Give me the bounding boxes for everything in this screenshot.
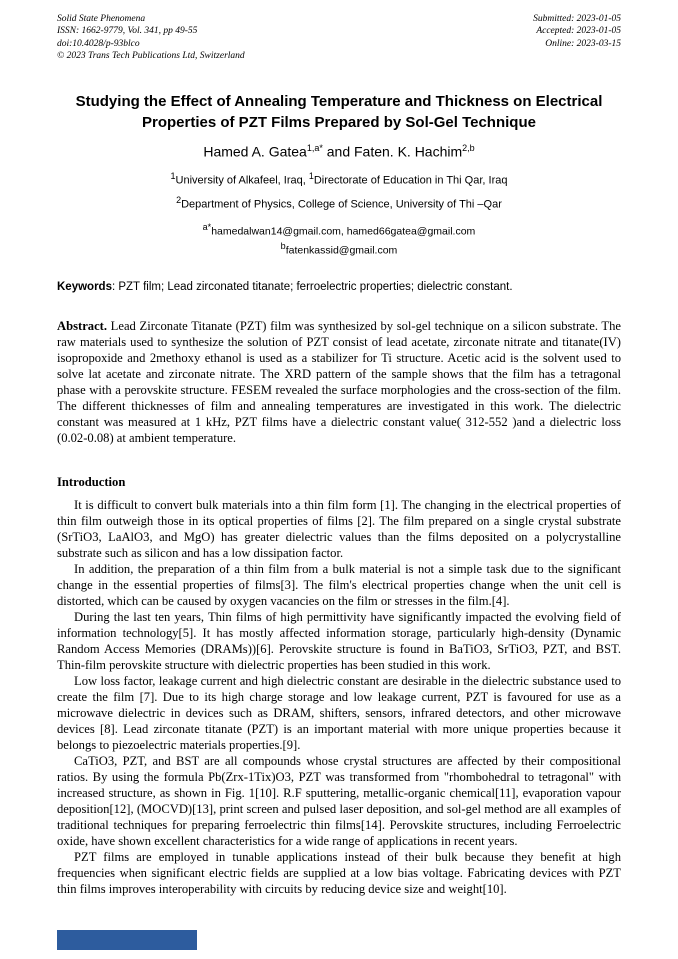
issn-volume-line: ISSN: 1662-9779, Vol. 341, pp 49-55 [57, 26, 198, 37]
journal-info-block [57, 13, 245, 62]
affiliation-1-text-b: Directorate of Education in Thi Qar, Iraq [313, 174, 508, 187]
intro-paragraph-3: During the last ten years, Thin films of high permittivity have significantly impacted the evolving field of information technology[5]. It has mostly affected information storage, particularly high-density (Dynamic Random Access Memories (DRAMs))[6]. Perovskite structure is found in BaTiO3, SrTiO3, PZT, and BST. Thin-film perovskite structure with dielectric properties has been studied in this work. [57, 610, 621, 673]
affiliation-1-superscript-b: 1 [308, 170, 314, 181]
affiliation-1 [57, 171, 621, 187]
abstract-text: Lead Zirconate Titanate (PZT) film was synthesized by sol-gel technique on a silicon substrate. The raw materials used to synthesize the solution of PZT consist of lead acetate, zirconate nitrate and titanate(IV) isopropoxide and 2methoxy ethanol is used as a stabilizer for Ti structure. Acetic acid is the solvent used to solve lat acetate and zirconate nitrate. The XRD pattern of the sample shows that the film has a tetragonal phase with a perovskite structure. FESEM revealed the surface morphologies and the cross-section of the film. The different thicknesses of film and annealing temperatures are investigated in this work. The dielectric constant was measured at 1 kHz, PZT films have a dielectric constant value( 312-552 )and a dielectric loss (0.02-0.08) at ambient temperature. [57, 319, 621, 446]
affiliation-2-text: Department of Physics, College of Science, University of Thi –Qar [181, 198, 502, 211]
affiliation-2-superscript: 2 [176, 195, 182, 206]
keywords-line [57, 281, 621, 293]
copyright-line: © 2023 Trans Tech Publications Ltd, Switzerland [57, 51, 245, 62]
online-date: Online: 2023-03-15 [545, 38, 621, 49]
authors-line [57, 143, 621, 160]
email-1-superscript: a* [202, 221, 212, 232]
intro-paragraph-5: CaTiO3, PZT, and BST are all compounds whose crystal structures are affected by their compositional ratios. By using the formula Pb(Zrx-1Tix)O3, PZT was transformed from "rhombohedral to tetragonal" with increased structure, as shown in Fig. 1[10]. R.F sputtering, metallic-organic chemical[11], evaporation vapour deposition[12], (MOCVD)[13], print screen and pulsed laser deposition, and sol-gel method are all examples of traditional techniques for preparing ferroelectric thin films[14]. Perovskite structures, including Ferroelectric oxide, have shown excellent characteristics for a wide range of applications in recent years. [57, 753, 621, 848]
intro-paragraph-4: Low loss factor, leakage current and high dielectric constant are desirable in the dielectric substance used to create the film [7]. Due to its high charge storage and low leakage current, PZT is favoured for use as a microwave dielectric in devices such as DRAM, shifters, sensors, infrared detectors, and other microwave devices [8]. Lead zirconate titanate (PZT) is an important material with more unique properties because it belongs to piezoelectric materials properties.[9]. [57, 674, 621, 752]
keywords-text: : PZT film; Lead zirconated titanate; ferroelectric properties; dielectric constant. [111, 281, 513, 294]
affiliation-2 [57, 195, 621, 211]
author-2-name: Faten. K. Hachim [354, 143, 463, 160]
abstract-paragraph [57, 319, 621, 447]
intro-paragraph-2: In addition, the preparation of a thin film from a bulk material is not a simple task due to the significant change in the essential properties of films[3]. The film's electrical properties change when the unit cell is distorted, which can be caused by oxygen vacancies on the film or stresses in the film.[4]. [57, 562, 621, 609]
author-1-superscript: 1,a* [306, 142, 323, 153]
footer-blue-badge [57, 930, 197, 950]
journal-name: Solid State Phenomena [57, 14, 146, 24]
email-2-superscript: b [280, 241, 286, 252]
email-line-2 [57, 240, 621, 259]
intro-paragraph-6: PZT films are employed in tunable applications instead of their bulk because they benefit at high frequencies when significant electric fields are supplied at a low bias voltage. Fabricating devices with PZT thin films improves interoperability with circuits by reducing device size and weight[10]. [57, 849, 621, 896]
email-1-addresses: hamedalwan14@gmail.com, hamed66gatea@gmail.com [211, 225, 476, 238]
email-2-address: fatenkassid@gmail.com [285, 244, 398, 257]
abstract-label: Abstract. [57, 319, 108, 334]
affiliation-1-text-a: University of Alkafeel, Iraq, [175, 174, 309, 187]
author-2-superscript: 2,b [462, 142, 475, 153]
accepted-date: Accepted: 2023-01-05 [536, 26, 621, 37]
paper-title: Studying the Effect of Annealing Temperature and Thickness on Electrical Properties of PZT Films Prepared by Sol-Gel Technique [75, 93, 603, 131]
affiliation-1-superscript-a: 1 [170, 170, 176, 181]
email-line-1 [57, 221, 621, 240]
emails-block [57, 221, 621, 260]
dates-block [533, 13, 621, 62]
submitted-date: Submitted: 2023-01-05 [533, 14, 621, 24]
author-1-name: Hamed A. Gatea [203, 143, 307, 160]
intro-paragraph-1: It is difficult to convert bulk materials into a thin film form [1]. The changing in the electrical properties of thin film outweigh those in its optical properties of films [2]. The film prepared on a single crystal substrate (SrTiO3, LaAlO3, and MgO) has greater dielectric values than the films deposited on a polycrystalline substrate such as silicon and has a low dissipation factor. [57, 498, 621, 561]
doi-line: doi:10.4028/p-93blco [57, 38, 140, 49]
introduction-heading: Introduction [57, 475, 126, 490]
authors-joiner: and [322, 143, 354, 160]
keywords-label: Keywords [57, 281, 112, 294]
paper-header [57, 13, 621, 62]
